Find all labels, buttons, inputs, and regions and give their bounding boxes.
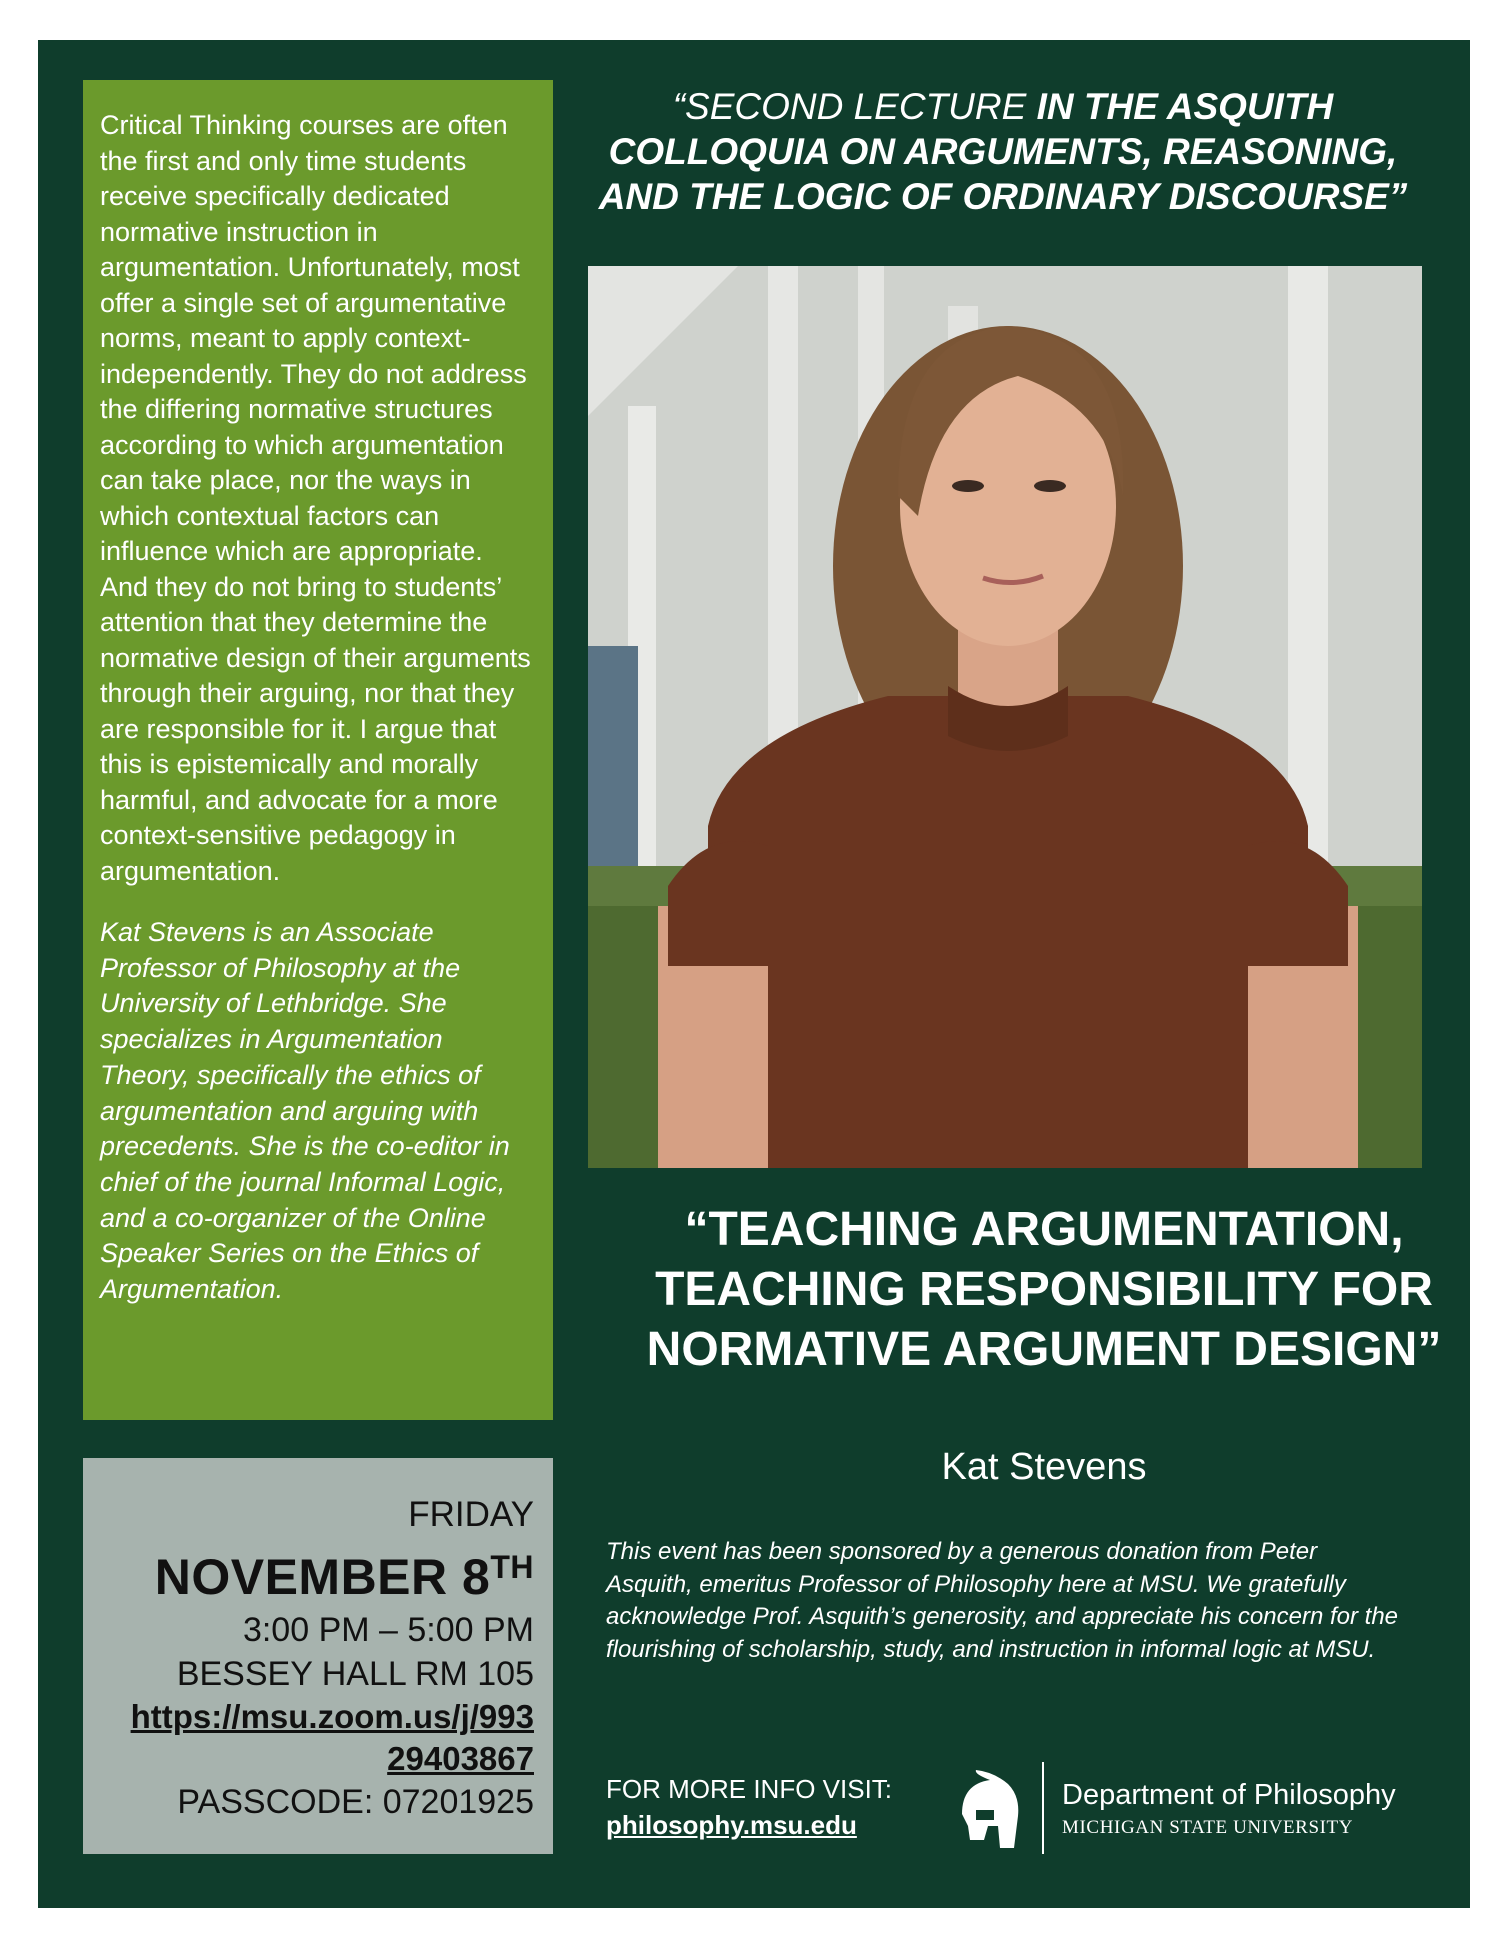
event-poster: [38, 40, 1470, 1908]
zoom-link-line1[interactable]: https://msu.zoom.us/j/993: [130, 1698, 534, 1735]
logo-divider: [1042, 1762, 1044, 1854]
event-date-ordinal: TH: [490, 1549, 534, 1585]
speaker-name: Kat Stevens: [941, 1446, 1147, 1488]
speaker-portrait-illustration: [588, 266, 1422, 1168]
zoom-link-line2[interactable]: 29403867: [387, 1740, 534, 1777]
spartan-helmet-icon: [954, 1770, 1024, 1854]
university-name: MICHIGAN STATE UNIVERSITY: [1062, 1817, 1354, 1838]
event-details-panel: [83, 1458, 553, 1854]
department-name: Department of Philosophy: [1062, 1779, 1396, 1811]
speaker-photo: [588, 266, 1422, 1168]
speaker-bio: Kat Stevens is an Associate Professor of Philosophy at the University of Lethbridge. She specializes in Argumentation Theory, specifically the ethics of argumentation and arguing with precedents. She is the co-editor in chief of the journal Informal Logic, and a co-organizer of the Online Speaker Series on the Ethics of Argumentation.: [100, 917, 510, 1305]
event-time: 3:00 PM – 5:00 PM: [242, 1611, 534, 1649]
series-title-part1: “SECOND LECTURE: [672, 86, 1037, 127]
event-passcode: PASSCODE: 07201925: [177, 1783, 534, 1821]
series-title: [568, 84, 1438, 219]
abstract-text: Critical Thinking courses are often the first and only time students receive specifically dedicated normative instruction in argumentation. Unfortunately, most offer a single set of argumentative norms, meant to apply context-independently. They do not address the differing normative structures according to which argumentation can take place, nor the ways in which contextual factors can influence which are appropriate. And they do not bring to students’ attention that they determine the normative design of their arguments through their arguing, nor that they are responsible for it. I argue that this is epistemically and morally harmful, and advocate for a more context-sensitive pedagogy in argumentation.: [100, 110, 531, 886]
more-info-label: FOR MORE INFO VISIT:: [606, 1774, 893, 1804]
more-info-link[interactable]: philosophy.msu.edu: [606, 1810, 857, 1840]
sponsor-note: This event has been sponsored by a generous donation from Peter Asquith, emeritus Professor of Philosophy here at MSU. We gratefully acknowledge Prof. Asquith’s generosity, and appreciate his concern for the flourishing of scholarship, study, and instruction in informal logic at MSU.: [606, 1538, 1399, 1663]
zoom-link[interactable]: [103, 1696, 534, 1780]
event-day: FRIDAY: [408, 1495, 534, 1534]
event-location: BESSEY HALL RM 105: [176, 1655, 534, 1693]
event-month-day: NOVEMBER 8: [154, 1549, 491, 1605]
talk-title: “TEACHING ARGUMENTATION, TEACHING RESPONSIBILITY FOR NORMATIVE ARGUMENT DESIGN”: [646, 1203, 1442, 1376]
event-date: [103, 1536, 534, 1608]
series-title-part2: IN THE ASQUITH COLLOQUIA ON ARGUMENTS, REASONING, AND THE LOGIC OF ORDINARY DISCOURSE”: [598, 86, 1408, 217]
abstract-panel: [83, 80, 553, 1420]
